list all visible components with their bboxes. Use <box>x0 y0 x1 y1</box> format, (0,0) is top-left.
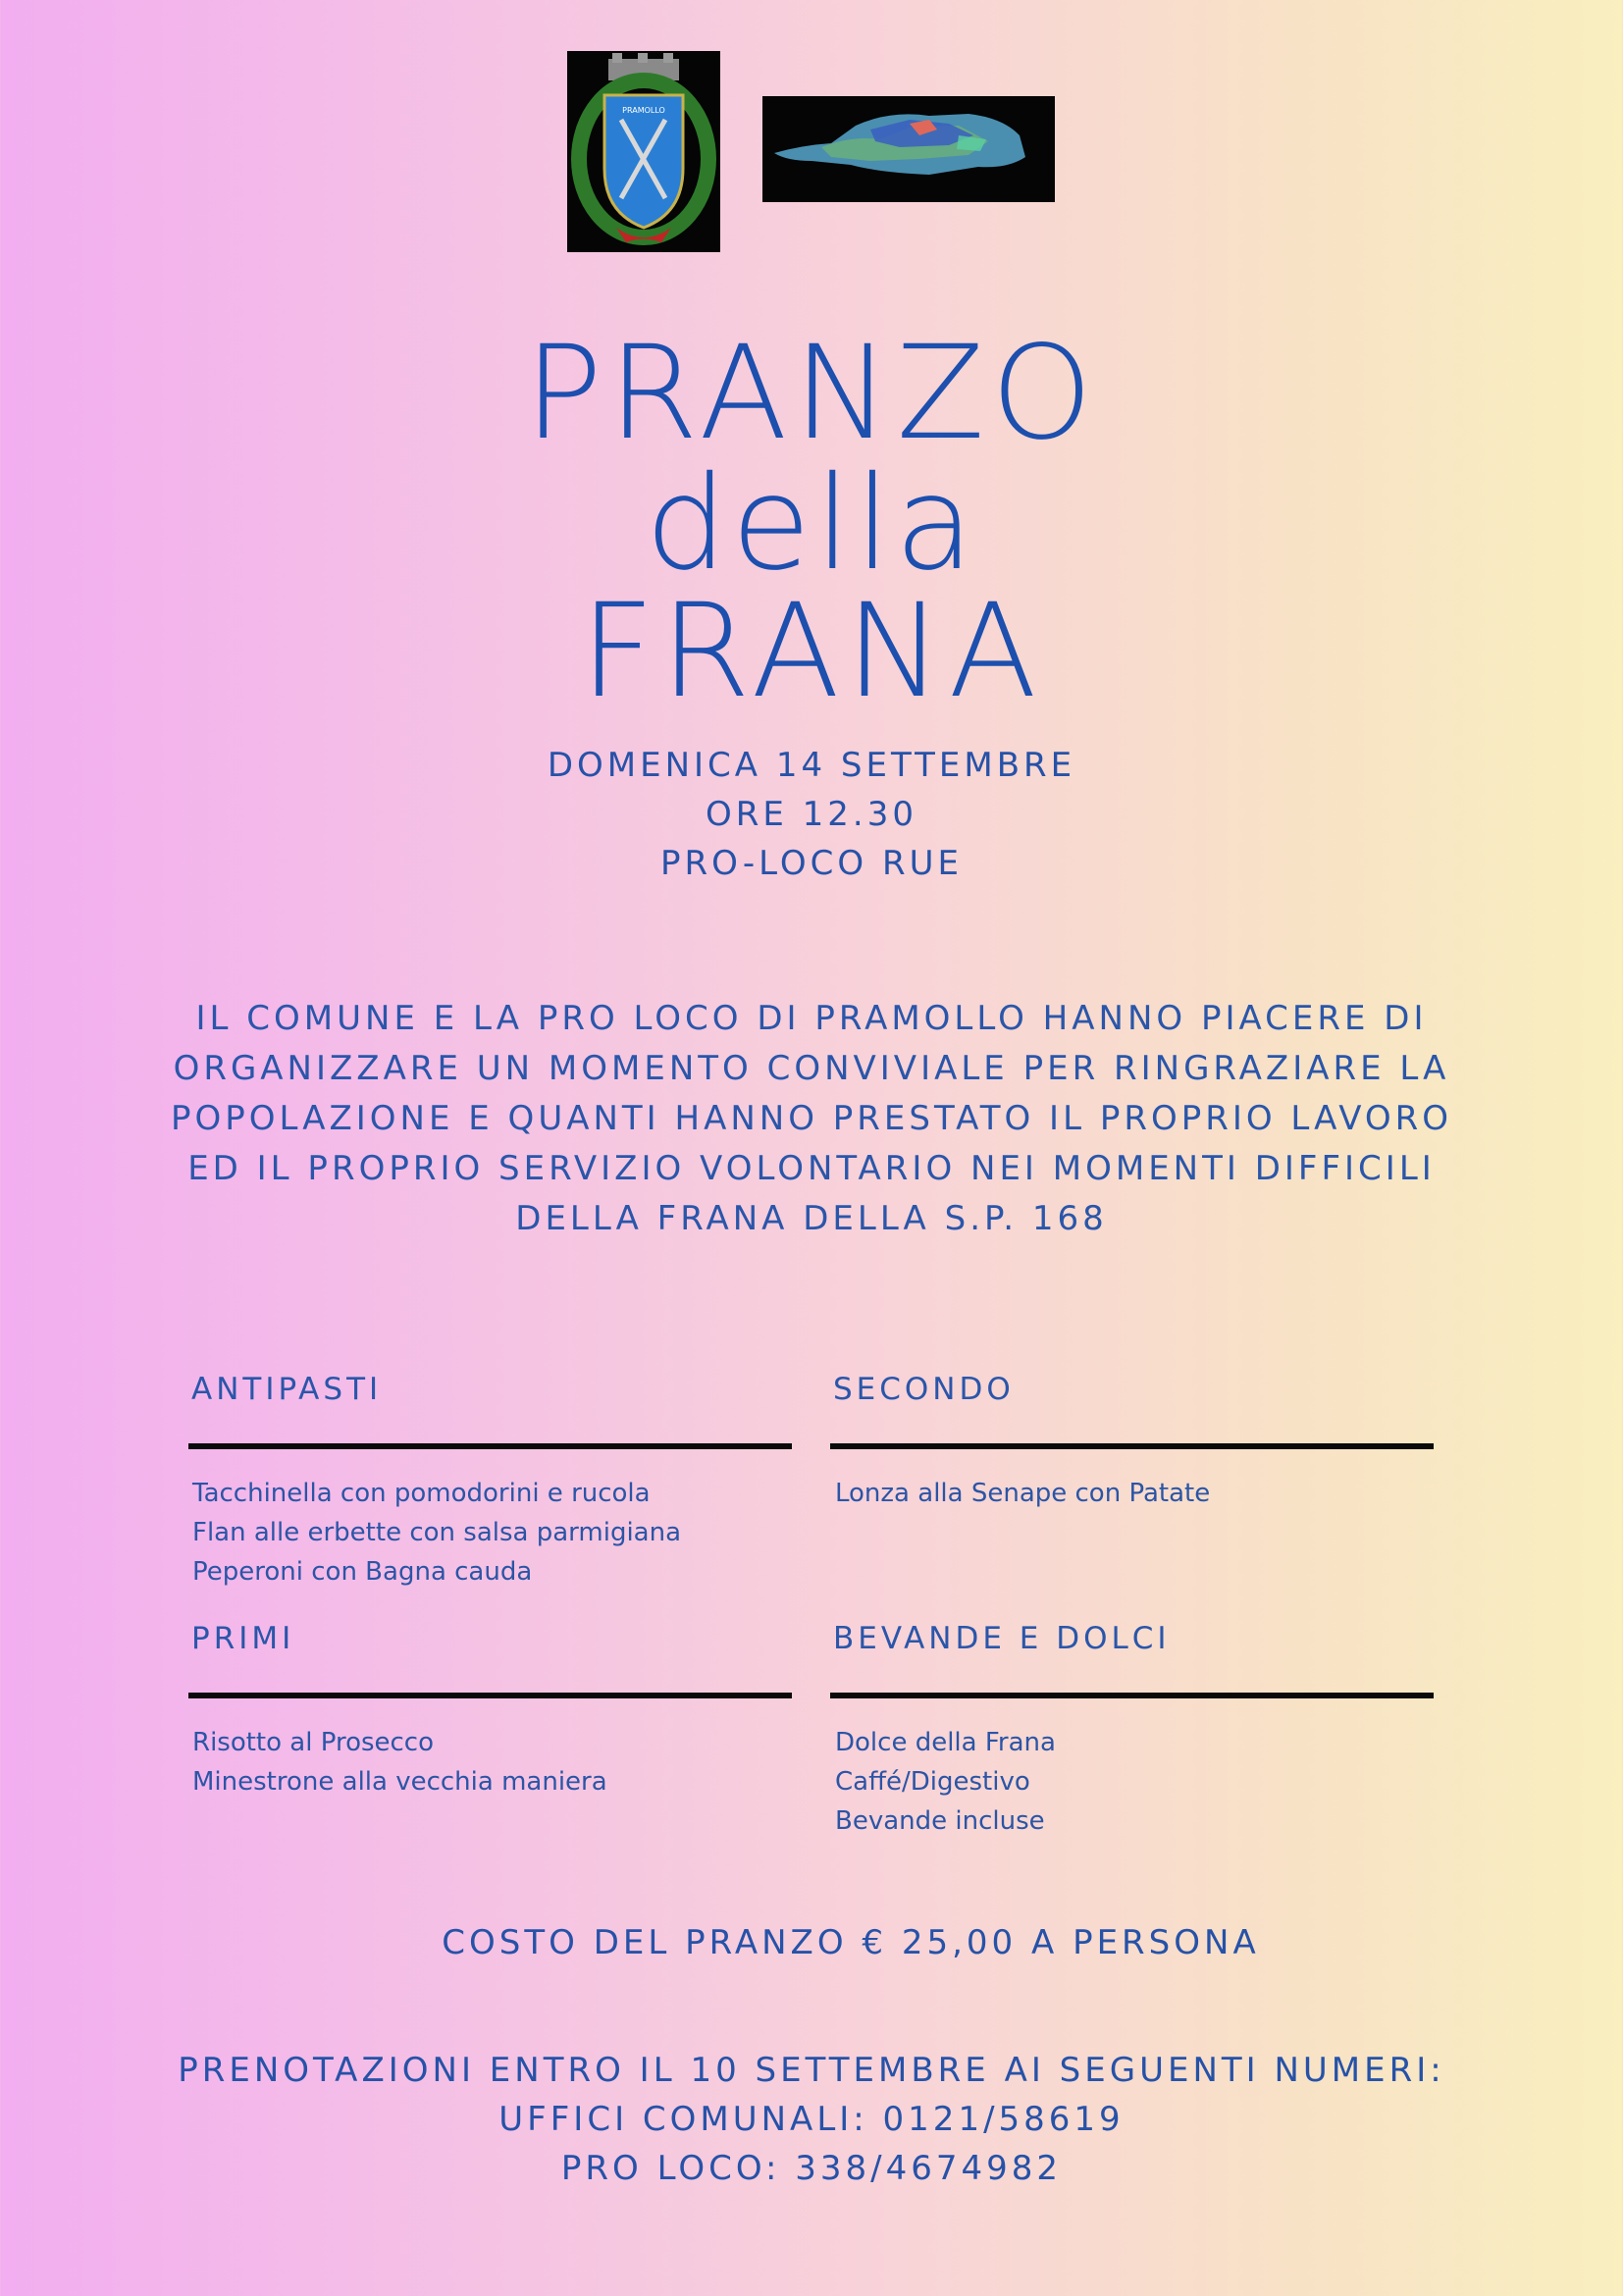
municipal-crest-icon <box>567 51 720 252</box>
municipal-crest-logo <box>567 51 720 252</box>
booking-deadline: PRENOTAZIONI ENTRO IL 10 SETTEMBRE AI SEGUENTI NUMERI: <box>178 2051 1445 2090</box>
intro-line: DELLA FRANA DELLA S.P. 168 <box>515 1199 1108 1238</box>
title-line-1: PRANZO <box>524 318 1099 469</box>
menu-heading-bevande: BEVANDE E DOLCI <box>833 1621 1171 1656</box>
booking-phone-comune: UFFICI COMUNALI: 0121/58619 <box>498 2100 1125 2139</box>
title-line-3: FRANA <box>580 576 1043 727</box>
secondo-list <box>835 1474 1210 1513</box>
menu-item: Bevande incluse <box>835 1806 1045 1836</box>
title-line-2: della <box>645 448 978 600</box>
primi-divider <box>188 1693 792 1698</box>
primi-list <box>192 1723 607 1801</box>
pro-loco-logo-icon <box>762 96 1055 202</box>
event-time: ORE 12.30 <box>705 795 917 834</box>
intro-line: POPOLAZIONE E QUANTI HANNO PRESTATO IL PROPRIO LAVORO <box>170 1099 1453 1138</box>
antipasti-divider <box>188 1443 792 1449</box>
bevande-list <box>835 1723 1056 1841</box>
menu-item: Peperoni con Bagna cauda <box>192 1557 533 1587</box>
menu-item: Flan alle erbette con salsa parmigiana <box>192 1518 682 1547</box>
menu-heading-primi: PRIMI <box>191 1621 295 1656</box>
menu-item: Risotto al Prosecco <box>192 1728 435 1757</box>
menu-item: Tacchinella con pomodorini e rucola <box>192 1479 651 1508</box>
menu-item: Caffé/Digestivo <box>835 1767 1030 1797</box>
pro-loco-logo <box>762 96 1055 202</box>
crest-text: PRAMOLLO <box>622 106 665 115</box>
intro-line: IL COMUNE E LA PRO LOCO DI PRAMOLLO HANNO PIACERE DI <box>195 999 1428 1038</box>
event-date: DOMENICA 14 SETTEMBRE <box>547 746 1076 785</box>
bevande-divider <box>830 1693 1434 1698</box>
intro-paragraph <box>167 994 1456 1244</box>
menu-item: Dolce della Frana <box>835 1728 1056 1757</box>
booking-phone-proloco: PRO LOCO: 338/4674982 <box>560 2149 1063 2188</box>
intro-line: ORGANIZZARE UN MOMENTO CONVIVIALE PER RINGRAZIARE LA <box>173 1049 1450 1088</box>
antipasti-list <box>192 1474 681 1592</box>
menu-item: Lonza alla Senape con Patate <box>835 1479 1211 1508</box>
intro-line: ED IL PROPRIO SERVIZIO VOLONTARIO NEI MOMENTI DIFFICILI <box>187 1149 1436 1188</box>
cost-line: COSTO DEL PRANZO € 25,00 A PERSONA <box>442 1923 1260 1962</box>
menu-heading-secondo: SECONDO <box>833 1372 1015 1407</box>
menu-heading-antipasti: ANTIPASTI <box>191 1372 383 1407</box>
secondo-divider <box>830 1443 1434 1449</box>
menu-item: Minestrone alla vecchia maniera <box>192 1767 607 1797</box>
event-place: PRO-LOCO RUE <box>660 844 963 883</box>
